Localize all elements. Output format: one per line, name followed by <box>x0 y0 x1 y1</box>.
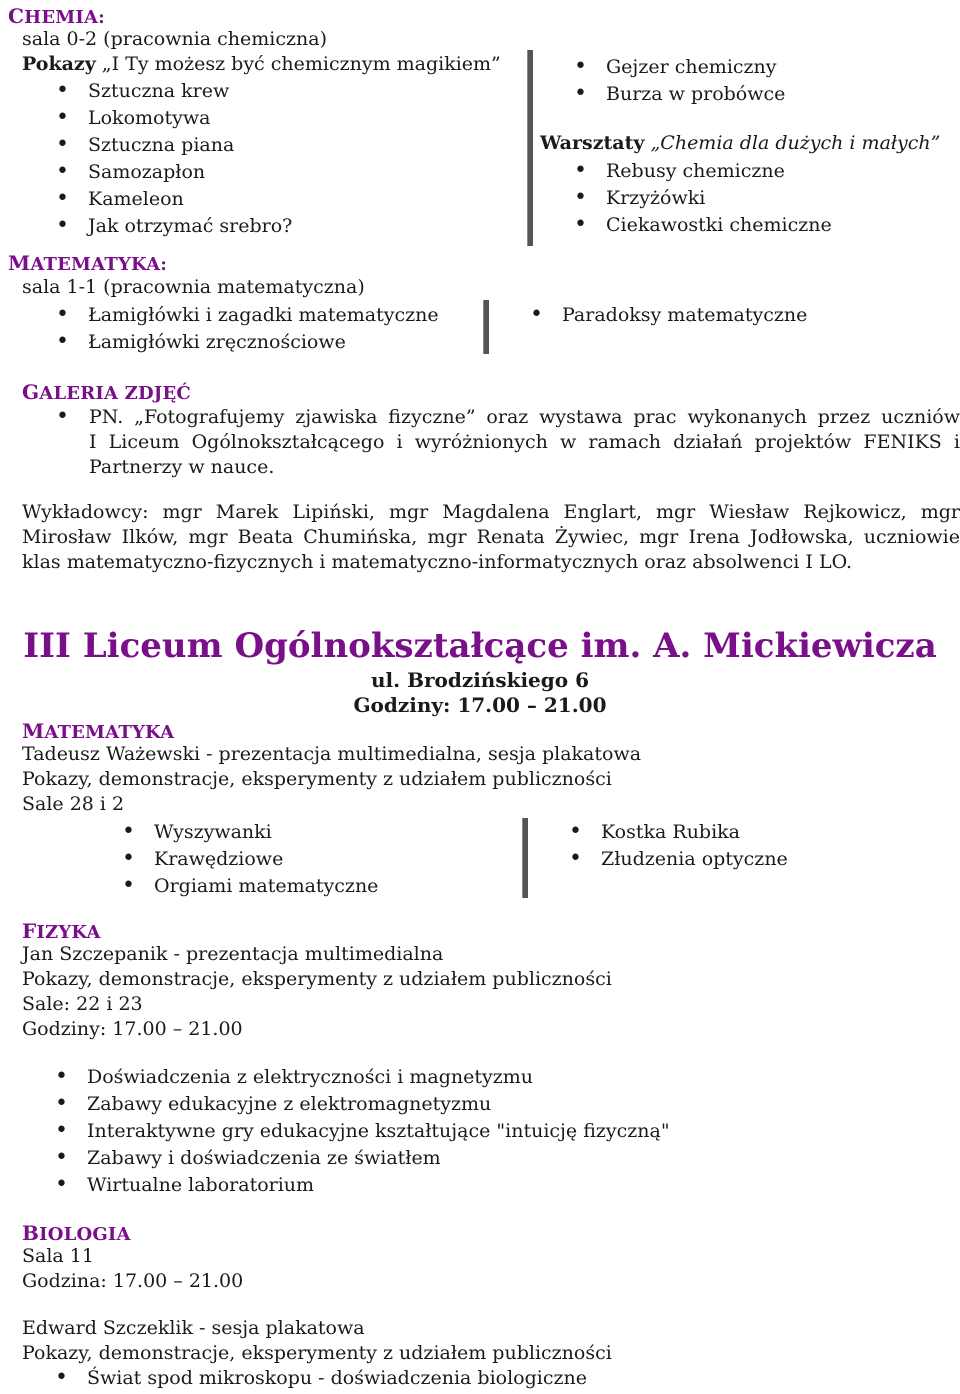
list-item: • Świat spod mikroskopu - doświadczenia biologiczne <box>23 1367 587 1389</box>
list-item: • Łamigłówki i zagadki matematyczne <box>24 304 439 326</box>
section-heading-chemia: CHEMIA: <box>8 4 106 28</box>
list-item: • Rebusy chemiczne <box>542 160 785 182</box>
text-line: Sala 11 <box>22 1245 94 1267</box>
list-item: • Paradoksy matematyczne <box>498 304 807 326</box>
galeria-paragraph: PN. „Fotografujemy zjawiska fizyczne” oraz wystawa prac wykonanych przez uczniów I Liceum Ogólnokształcącego i wyróżnionych w ramach działań projektów FENIKS i Partnerzy w nauce. <box>89 406 960 478</box>
text-line: Pokazy, demonstracje, eksperymenty z udziałem publiczności <box>22 1342 612 1364</box>
column-divider <box>522 818 528 898</box>
list-item: • Jak otrzymać srebro? <box>24 215 292 237</box>
list-item: • Łamigłówki zręcznościowe <box>24 331 346 353</box>
chemia-room: sala 0-2 (pracownia chemiczna) <box>22 28 328 50</box>
text-line: Sale 28 i 2 <box>22 793 125 815</box>
text-line: Edward Szczeklik - sesja plakatowa <box>22 1317 365 1339</box>
text-line: Jan Szczepanik - prezentacja multimedialna <box>22 943 444 965</box>
list-item: • Orgiami matematyczne <box>90 875 378 897</box>
list-item: • Złudzenia optyczne <box>537 848 788 870</box>
list-item: • Kostka Rubika <box>537 821 740 843</box>
chemia-pokazy: Pokazy „I Ty możesz być chemicznym magikiem” <box>22 53 501 75</box>
text-line: Tadeusz Ważewski - prezentacja multimedialna, sesja plakatowa <box>22 743 642 765</box>
list-item: • Sztuczna krew <box>24 80 229 102</box>
list-item: • Zabawy edukacyjne z elektromagnetyzmu <box>23 1093 491 1115</box>
list-item: • Zabawy i doświadczenia ze światłem <box>23 1147 441 1169</box>
school-hours: Godziny: 17.00 – 21.00 <box>353 693 607 717</box>
section-heading-matematyka: MATEMATYKA: <box>8 251 168 275</box>
school-street: ul. Brodzińskiego 6 <box>371 668 589 692</box>
list-item: • Ciekawostki chemiczne <box>542 214 832 236</box>
section-heading-galeria: GALERIA ZDJĘĆ <box>22 380 191 404</box>
school-title: III Liceum Ogólnokształcące im. A. Mickiewicza <box>23 626 937 666</box>
list-item: • Interaktywne gry edukacyjne kształtujące "intuicję fizyczną" <box>23 1120 670 1142</box>
list-item: • Gejzer chemiczny <box>542 56 777 78</box>
text-line: Pokazy, demonstracje, eksperymenty z udziałem publiczności <box>22 768 612 790</box>
column-divider <box>483 300 489 354</box>
matematyka-room: sala 1-1 (pracownia matematyczna) <box>22 276 365 298</box>
section-heading-fizyka: FIZYKA <box>22 919 101 943</box>
text-line: Godziny: 17.00 – 21.00 <box>22 1018 243 1040</box>
lecturers-paragraph: Wykładowcy: mgr Marek Lipiński, mgr Magdalena Englart, mgr Wiesław Rejkowicz, mgr Mirosław Ilków, mgr Beata Chumińska, mgr Renata Żywiec, mgr Irena Jodłowska, uczniowie klas matematyczno-fizycznych i matematyczno-informatycznych oraz absolwenci I LO. <box>22 501 960 573</box>
list-item: • Sztuczna piana <box>24 134 234 156</box>
list-item: • Krzyżówki <box>542 187 705 209</box>
list-item: • Krawędziowe <box>90 848 283 870</box>
text-line: Godzina: 17.00 – 21.00 <box>22 1270 244 1292</box>
list-item: • Lokomotywa <box>24 107 210 129</box>
text-line: Sale: 22 i 23 <box>22 993 143 1015</box>
list-item: • Doświadczenia z elektryczności i magnetyzmu <box>23 1066 533 1088</box>
bullet-icon: • <box>56 404 69 429</box>
section-heading-biologia: BIOLOGIA <box>22 1221 131 1245</box>
list-item: • Burza w probówce <box>542 83 785 105</box>
list-item: • Kameleon <box>24 188 184 210</box>
list-item: • Wirtualne laboratorium <box>23 1174 314 1196</box>
list-item: • Wyszywanki <box>90 821 272 843</box>
column-divider <box>527 50 533 246</box>
section-heading-matematyka-2: MATEMATYKA <box>22 719 175 743</box>
list-item: • Samozapłon <box>24 161 205 183</box>
text-line: Pokazy, demonstracje, eksperymenty z udziałem publiczności <box>22 968 612 990</box>
chemia-warsztaty: Warsztaty „Chemia dla dużych i małych” <box>540 132 941 154</box>
